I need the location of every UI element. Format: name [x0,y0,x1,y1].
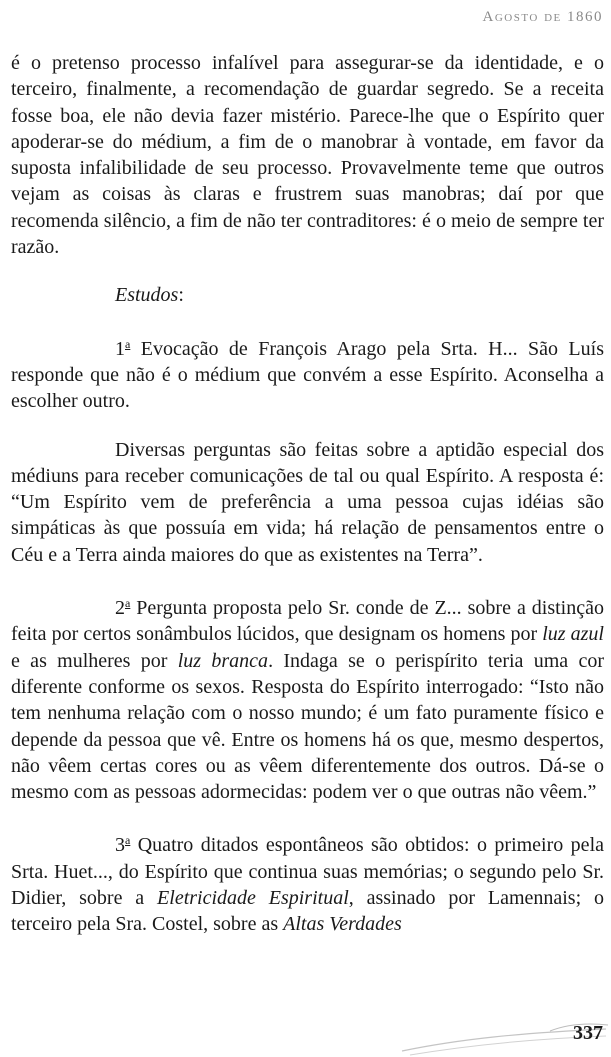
term-altas-verdades: Altas Verdades [283,913,402,936]
page-body [11,50,604,938]
item-2-text-a: Pergunta proposta pelo Sr. conde de Z... sobre a distinção feita por certos sonâmbulos lúcidos, que designam os homens por [11,597,604,646]
item-2-ordinal: a [125,596,131,611]
paragraph-aptitude: Diversas perguntas são feitas sobre a aptidão especial dos médiuns para receber comunicações de tal ou qual Espírito. A resposta é: “Um Espírito vem de preferência a uma pessoa cujas idéias são simpáticas às que possuía em vida; há relação de pensamentos entre o Céu e a Terra ainda maiores do que as existentes na Terra”. [11,438,604,566]
studies-label: Estudos [115,284,179,307]
running-head: Agosto de 1860 [482,9,603,25]
term-luz-branca: luz branca [177,649,269,672]
item-3-text-b: , assinado por Lamennais; o terceiro pela Sra. Costel, sobre as [11,887,604,936]
item-3-text-a: Quatro ditados espontâneos são obtidos: o primeiro pela Srta. Huet..., do Espírito que continua suas memórias; o segundo pelo Sr. Didier, sobre a [11,834,604,910]
paragraph-item-2 [11,590,604,805]
studies-colon: : [178,284,184,307]
paragraph-item-1 [11,331,604,415]
item-1-number: 1 [115,337,125,360]
item-3-number: 3 [115,834,125,857]
page-number: 337 [573,1022,603,1044]
item-1-ordinal: a [125,336,131,351]
item-2-text-b: e as mulheres por [11,649,178,672]
paragraph-1: é o pretenso processo infalível para assegurar-se da identidade, e o terceiro, finalmente, a recomendação de guardar segredo. Se a receita fosse boa, ele não devia fazer mistério. Parece-lhe que o Espírito quer apoderar-se do médium, a fim de o manobrar à vontade, em favor da suposta infalibilidade de seu processo. Provavelmente teme que outros vejam as coisas às claras e frustrem suas manobras; daí por que recomenda silêncio, a fim de não ter contraditores: é o meio de sempre ter razão. [11,52,604,259]
studies-heading [11,282,604,308]
term-luz-azul: luz azul [542,623,604,646]
item-1-text: Evocação de François Arago pela Srta. H... São Luís responde que não é o médium que convém a esse Espírito. Aconselha a escolher outro. [11,337,604,413]
item-2-text-c: . Indaga se o perispírito teria uma cor diferente conforme os sexos. Resposta do Espírito interrogado: “Isto não tem nenhuma relação com o nosso mundo; é um fato puramente físico e depende da pessoa que vê. Entre os homens há os que, mesmo despertos, não vêem certas cores ou as vêem diferentemente dos outros. Dá-se o mesmo com as pessoas adormecidas: podem ver o que outras não vêem.” [11,649,605,804]
term-eletricidade-espiritual: Eletricidade Espiritual [157,887,349,910]
paragraph-item-3 [11,827,604,937]
item-2-number: 2 [115,597,125,620]
item-3-ordinal: a [125,833,131,848]
